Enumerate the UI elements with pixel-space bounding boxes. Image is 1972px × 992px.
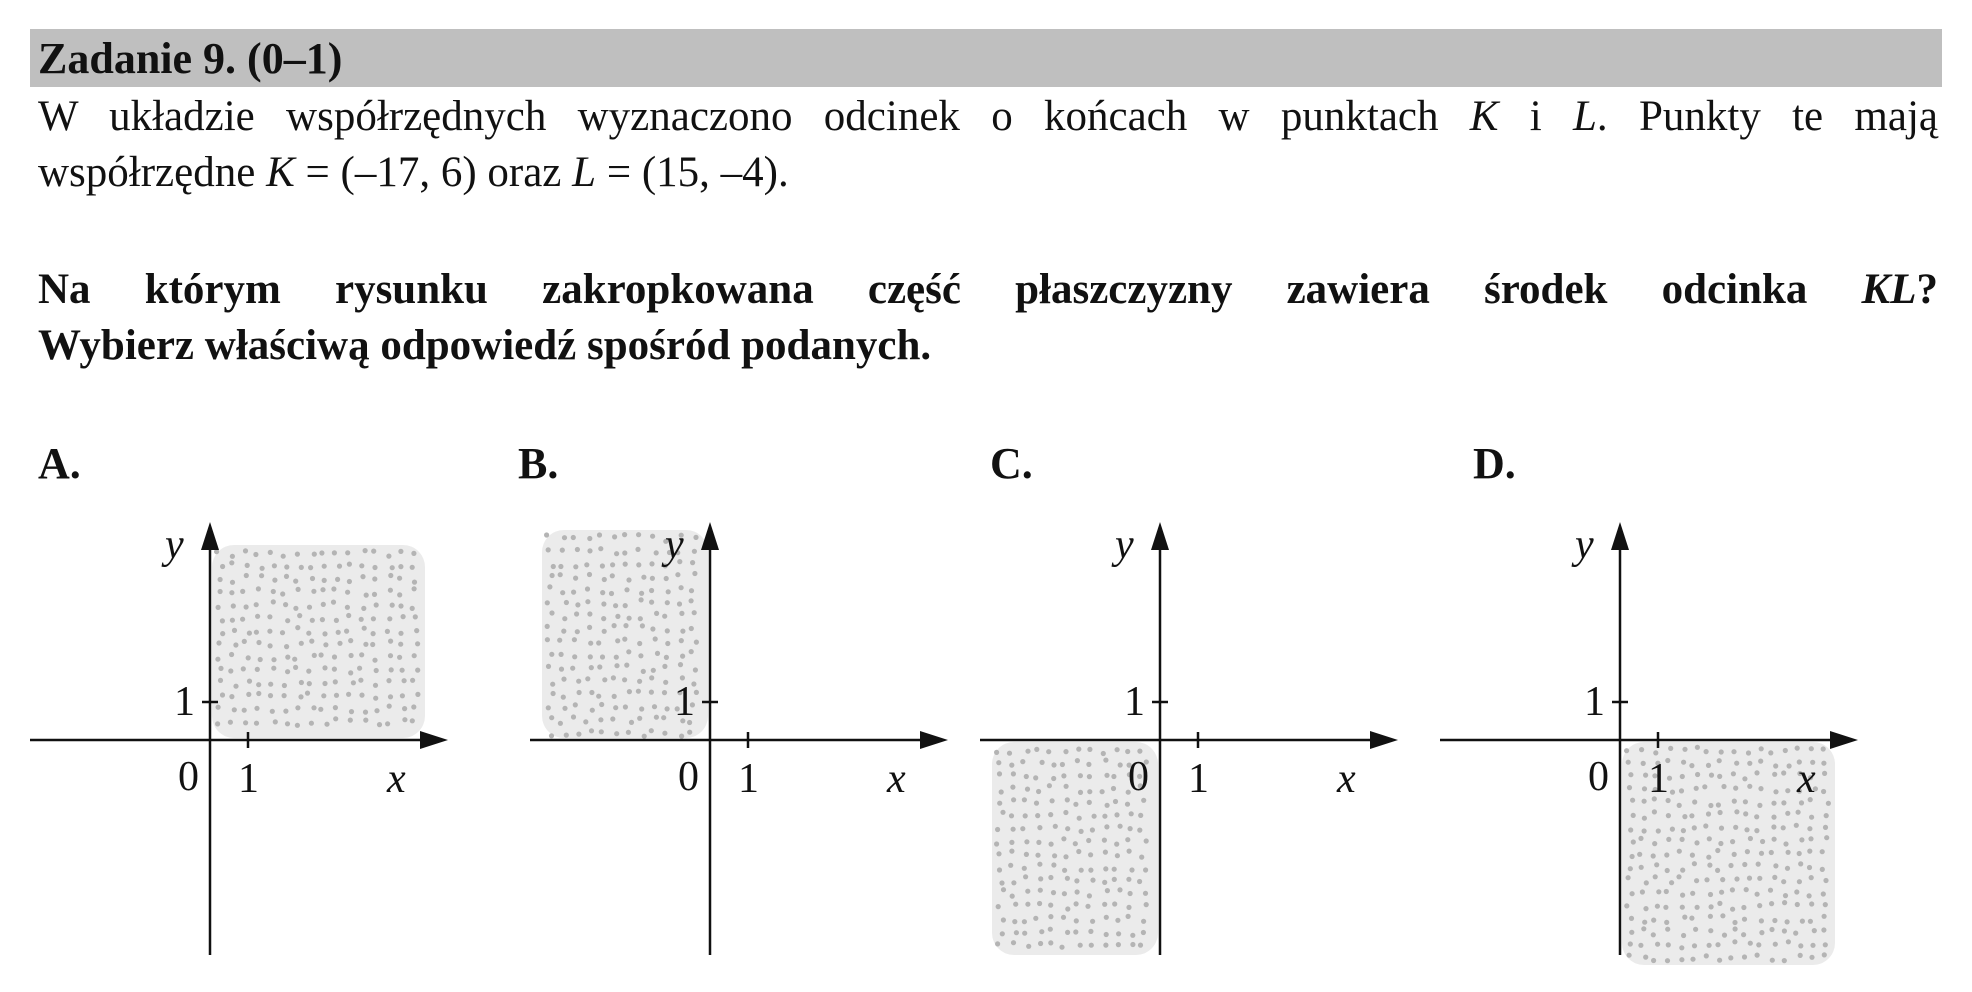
unit-y-label: 1 [674, 679, 695, 725]
x-axis-arrow [920, 731, 948, 749]
origin-label: 0 [678, 754, 699, 800]
task-title: Zadanie 9. (0–1) [38, 34, 343, 83]
unit-y-label: 1 [1124, 679, 1145, 725]
x-axis-label: x [887, 756, 906, 802]
x-axis-label: x [1797, 756, 1816, 802]
unit-y-label: 1 [1584, 679, 1605, 725]
x-axis-arrow [1370, 731, 1398, 749]
unit-x-label: 1 [1188, 756, 1209, 802]
dotted-region [212, 545, 425, 738]
statement-line-2: współrzędne K = (–17, 6) oraz L = (15, –4). [38, 149, 789, 196]
x-axis-arrow [1830, 731, 1858, 749]
option-b-label[interactable]: B. [518, 439, 559, 488]
option-a-label[interactable]: A. [38, 439, 81, 488]
y-axis-label: y [1115, 522, 1134, 568]
option-b-figure[interactable] [530, 510, 950, 970]
origin-label: 0 [178, 754, 199, 800]
y-axis-arrow [701, 522, 719, 550]
option-a-figure[interactable] [30, 510, 450, 970]
unit-x-label: 1 [1648, 756, 1669, 802]
option-c-label[interactable]: C. [990, 439, 1033, 488]
unit-x-label: 1 [238, 756, 259, 802]
origin-label: 0 [1128, 754, 1149, 800]
x-axis-label: x [1337, 756, 1356, 802]
question-line-1: Na którym rysunku zakropkowana część płaszczyzny zawiera środek odcinka KL? [38, 266, 1938, 313]
unit-y-label: 1 [174, 679, 195, 725]
y-axis-label: y [665, 522, 684, 568]
y-axis-arrow [1611, 522, 1629, 550]
y-axis-arrow [201, 522, 219, 550]
statement-line-1: W układzie współrzędnych wyznaczono odcinek o końcach w punktach K i L. Punkty te mają [38, 93, 1938, 140]
question-line-2: Wybierz właściwą odpowiedź spośród podanych. [38, 322, 932, 369]
option-d-label[interactable]: D. [1473, 439, 1516, 488]
y-axis-label: y [165, 522, 184, 568]
y-axis-arrow [1151, 522, 1169, 550]
x-axis-label: x [387, 756, 406, 802]
option-c-figure[interactable] [980, 510, 1400, 970]
y-axis-label: y [1575, 522, 1594, 568]
origin-label: 0 [1588, 754, 1609, 800]
unit-x-label: 1 [738, 756, 759, 802]
x-axis-arrow [420, 731, 448, 749]
option-d-figure[interactable] [1440, 510, 1860, 970]
